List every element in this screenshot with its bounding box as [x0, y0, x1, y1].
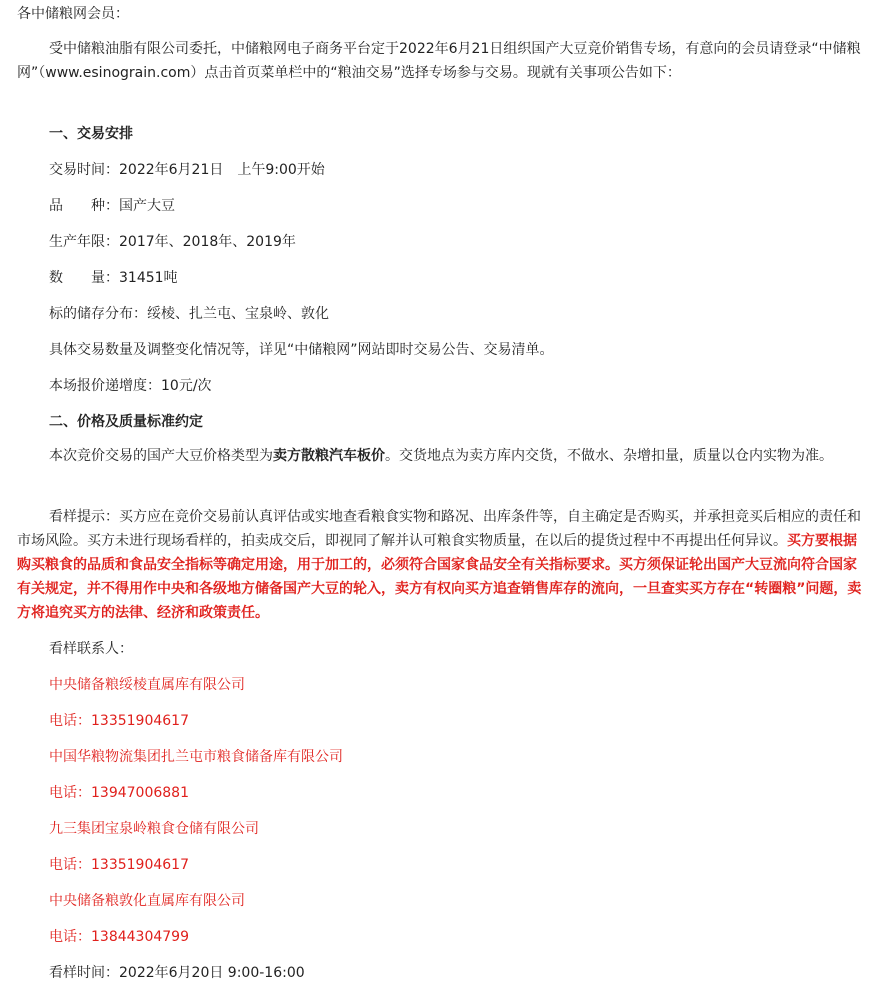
trade-details-note: 具体交易数量及调整变化情况等，详见“中储粮网”网站即时交易公告、交易清单。	[49, 342, 554, 358]
contact-phone: 电话：13844304799	[49, 929, 189, 945]
price-type-post: 。交货地点为卖方库内交货，不做水、杂增扣量，质量以仓内实物为准。	[385, 448, 833, 464]
salutation: 各中储粮网会员：	[17, 6, 129, 22]
sample-time: 看样时间：2022年6月20日 9:00-16:00	[49, 965, 305, 981]
section2-heading: 二、价格及质量标准约定	[49, 414, 203, 430]
contact-company: 九三集团宝泉岭粮食仓储有限公司	[49, 821, 259, 837]
contact-phone: 电话：13351904617	[49, 713, 189, 729]
section1-heading: 一、交易安排	[49, 126, 133, 142]
sample-note-paragraph	[17, 505, 867, 625]
contact-phone: 电话：13947006881	[49, 785, 189, 801]
intro-paragraph: 受中储粮油脂有限公司委托，中储粮网电子商务平台定于2022年6月21日组织国产大豆竞价销售专场，有意向的会员请登录“中储粮网”（www.esinograin.com）点击首页菜单栏中的“粮油交易”选择专场参与交易。现就有关事项公告如下：	[17, 41, 861, 81]
buyer-warning: 买方要根据购买粮食的品质和食品安全指标等确定用途，用于加工的，必须符合国家食品安全有关指标要求。买方须保证轮出国产大豆流向符合国家有关规定，并不得用作中央和各级地方储备国产大豆的轮入，卖方有权向买方追查销售库存的流向，一旦查实买方存在“转圈粮”问题，卖方将追究买方的法律、经济和政策责任。	[17, 533, 862, 621]
contacts-label: 看样联系人：	[49, 641, 133, 657]
price-type-bold: 卖方散粮汽车板价	[273, 448, 385, 464]
contact-company: 中央储备粮绥棱直属库有限公司	[49, 677, 245, 693]
price-type-paragraph	[17, 444, 867, 468]
bid-increment: 本场报价递增度：10元/次	[49, 378, 212, 394]
storage-locations: 标的储存分布：绥棱、扎兰屯、宝泉岭、敦化	[49, 306, 329, 322]
trade-time: 交易时间：2022年6月21日 上午9:00开始	[49, 162, 325, 178]
contact-company: 中国华粮物流集团扎兰屯市粮食储备库有限公司	[49, 749, 343, 765]
quantity: 数 量：31451吨	[49, 270, 178, 286]
production-years: 生产年限：2017年、2018年、2019年	[49, 234, 296, 250]
contact-phone: 电话：13351904617	[49, 857, 189, 873]
sample-note: 看样提示：买方应在竞价交易前认真评估或实地查看粮食实物和路况、出库条件等，自主确定是否购买，并承担竞买后相应的责任和市场风险。买方未进行现场看样的，拍卖成交后，即视同了解并认可粮食实物质量，在以后的提货过程中不再提出任何异议。	[17, 509, 861, 549]
contact-company: 中央储备粮敦化直属库有限公司	[49, 893, 245, 909]
price-type-pre: 本次竞价交易的国产大豆价格类型为	[49, 448, 273, 464]
variety: 品 种：国产大豆	[49, 198, 175, 214]
